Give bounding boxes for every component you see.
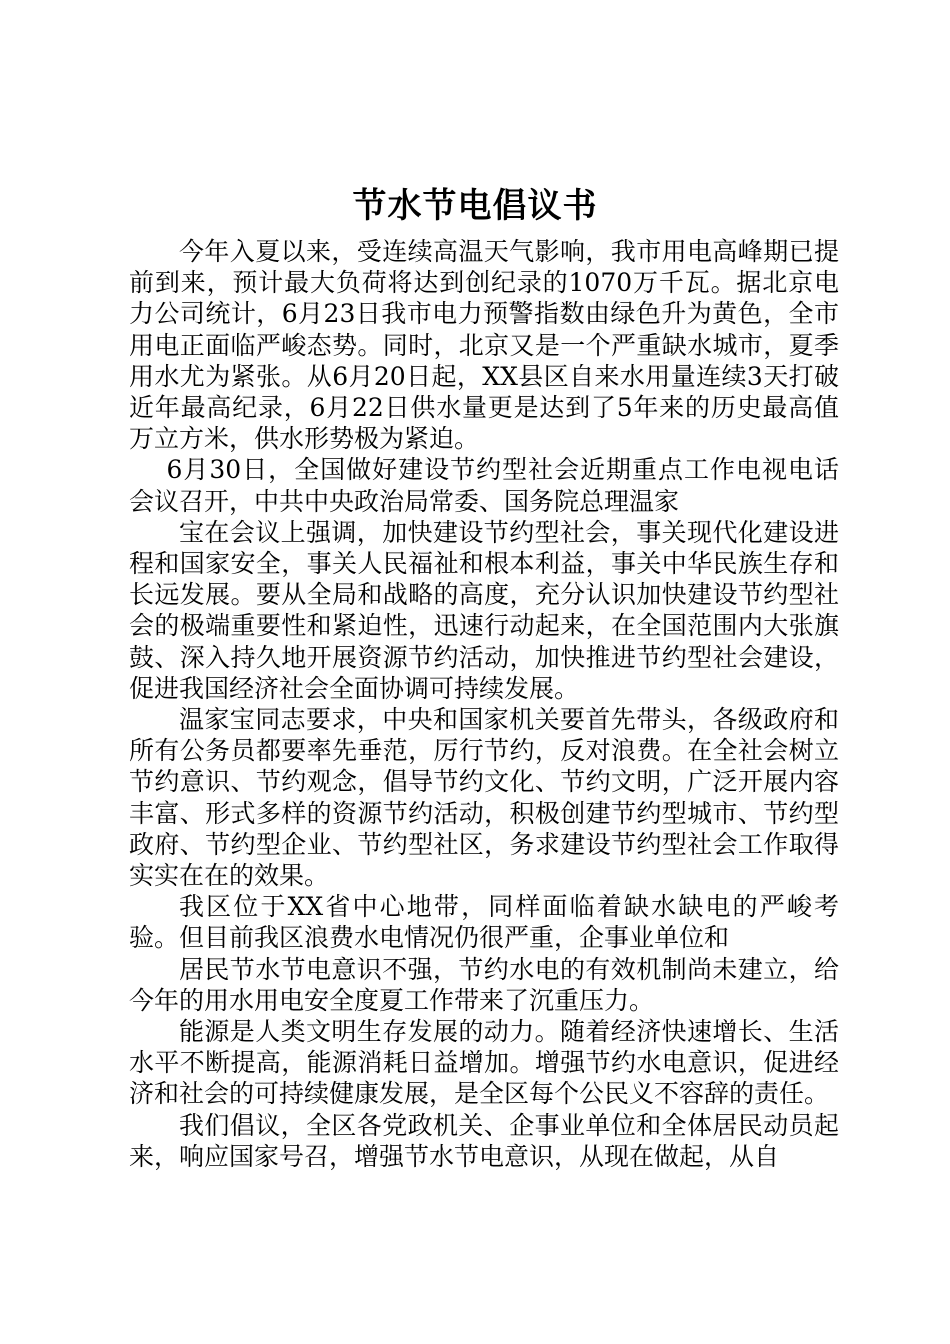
paragraph-5: 我区位于XX省中心地带，同样面临着缺水缺电的严峻考验。但目前我区浪费水电情况仍很严重，企事业单位和: [129, 892, 839, 953]
paragraph-1: 今年入夏以来，受连续高温天气影响，我市用电高峰期已提前到来，预计最大负荷将达到创纪录的1070万千瓦。据北京电力公司统计，6月23日我市电力预警指数由绿色升为黄色，全市用电正面临严峻态势。同时，北京又是一个严重缺水城市，夏季用水尤为紧张。从6月20日起，XX县区自来水用量连续3天打破近年最高纪录，6月22日供水量更是达到了5年来的历史最高值万立方米，供水形势极为紧迫。: [129, 237, 839, 454]
document-body: [129, 236, 839, 1172]
paragraph-8: 我们倡议，全区各党政机关、企事业单位和全体居民动员起来，响应国家号召，增强节水节电意识，从现在做起，从自: [129, 1110, 839, 1171]
paragraph-2: 6月30日，全国做好建设节约型社会近期重点工作电视电话会议召开，中共中央政治局常委、国务院总理温家: [129, 455, 839, 516]
paragraph-3: 宝在会议上强调，加快建设节约型社会，事关现代化建设进程和国家安全，事关人民福祉和根本利益，事关中华民族生存和长远发展。要从全局和战略的高度，充分认识加快建设节约型社会的极端重要性和紧迫性，迅速行动起来，在全国范围内大张旗鼓、深入持久地开展资源节约活动，加快推进节约型社会建设，促进我国经济社会全面协调可持续发展。: [129, 517, 839, 703]
paragraph-6: 居民节水节电意识不强，节约水电的有效机制尚未建立，给今年的用水用电安全度夏工作带来了沉重压力。: [129, 954, 839, 1015]
document-title: 节水节电倡议书: [352, 186, 598, 226]
paragraph-4: 温家宝同志要求，中央和国家机关要首先带头，各级政府和所有公务员都要率先垂范，厉行节约，反对浪费。在全社会树立节约意识、节约观念，倡导节约文化、节约文明，广泛开展内容丰富、形式多样的资源节约活动，积极创建节约型城市、节约型政府、节约型企业、节约型社区，务求建设节约型社会工作取得实实在在的效果。: [129, 705, 839, 891]
paragraph-7: 能源是人类文明生存发展的动力。随着经济快速增长、生活水平不断提高，能源消耗日益增加。增强节约水电意识，促进经济和社会的可持续健康发展，是全区每个公民义不容辞的责任。: [129, 1017, 839, 1109]
